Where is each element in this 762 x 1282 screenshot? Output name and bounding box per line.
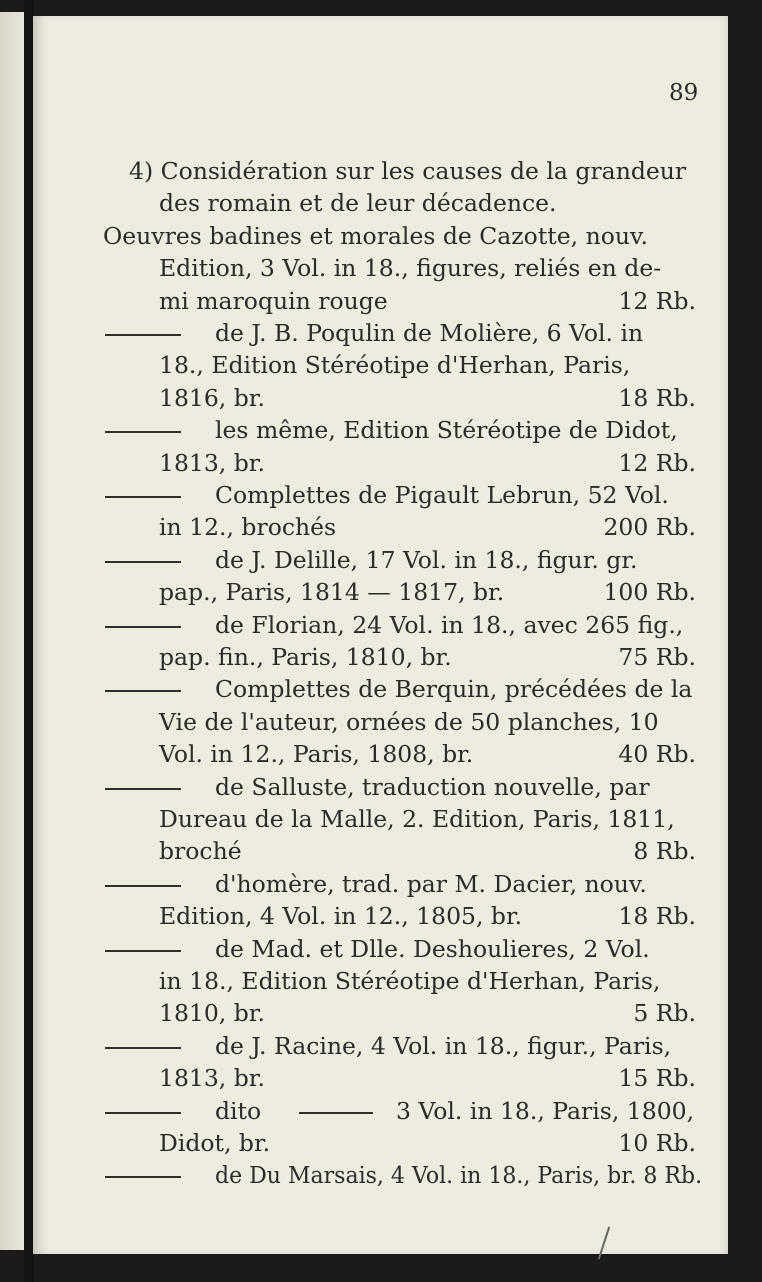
catalog-line	[33, 480, 728, 510]
catalog-line	[33, 188, 728, 218]
ditto-dash	[105, 626, 181, 628]
catalog-line	[33, 1160, 728, 1190]
line-text: dito	[215, 1096, 262, 1125]
catalog-line	[33, 642, 728, 672]
line-text: pap., Paris, 1814 — 1817, br.	[159, 578, 505, 607]
catalog-line	[33, 512, 728, 542]
catalog-line	[33, 610, 728, 640]
catalog-line	[33, 836, 728, 866]
line-text: de Florian, 24 Vol. in 18., avec 265 fig.,	[215, 610, 684, 639]
line-text: de Salluste, traduction nouvelle, par	[215, 772, 650, 801]
catalog-line	[33, 998, 728, 1028]
line-text: in 18., Edition Stéréotipe d'Herhan, Paris,	[159, 967, 661, 995]
line-text: 1813, br.	[159, 1064, 265, 1093]
price: 18 Rb.	[618, 902, 696, 931]
line-text: pap. fin., Paris, 1810, br.	[159, 643, 452, 671]
price: 18 Rb.	[618, 383, 696, 412]
catalog-line	[33, 156, 728, 186]
ditto-dash	[105, 334, 181, 336]
price: 40 Rb.	[618, 740, 696, 769]
ditto-dash	[105, 885, 181, 887]
catalog-line	[33, 1063, 728, 1093]
catalog-line	[33, 804, 728, 834]
line-text: Vol. in 12., Paris, 1808, br.	[159, 740, 474, 769]
line-text: de Mad. et Dlle. Deshoulieres, 2 Vol.	[215, 934, 650, 963]
price: 100 Rb.	[603, 578, 696, 607]
ditto-dash	[105, 561, 181, 563]
book-page	[33, 16, 728, 1254]
ditto-dash	[105, 950, 181, 952]
line-text: des romain et de leur décadence.	[159, 189, 557, 218]
ditto-dash	[105, 690, 181, 692]
line-text: broché	[159, 837, 242, 866]
ditto-dash	[105, 788, 181, 790]
line-text: Edition, 3 Vol. in 18., figures, reliés en de-	[159, 254, 662, 283]
catalog-line	[33, 577, 728, 607]
catalog-line	[33, 350, 728, 380]
line-text: Complettes de Pigault Lebrun, 52 Vol.	[215, 481, 669, 509]
price: 10 Rb.	[618, 1129, 696, 1157]
catalog-line	[33, 934, 728, 964]
catalog-line	[33, 545, 728, 575]
price: 8 Rb.	[633, 837, 696, 866]
price: 5 Rb.	[633, 999, 696, 1028]
pencil-mark	[598, 1227, 610, 1260]
line-tail-text: 3 Vol. in 18., Paris, 1800,	[396, 1096, 695, 1125]
price: 75 Rb.	[618, 643, 696, 671]
catalog-line	[33, 901, 728, 931]
price: 12 Rb.	[618, 286, 696, 315]
catalog-line	[33, 1096, 728, 1126]
line-text: Edition, 4 Vol. in 12., 1805, br.	[159, 902, 523, 931]
line-text: Didot, br.	[159, 1129, 271, 1157]
ditto-dash	[105, 1047, 181, 1049]
line-text: 1810, br.	[159, 999, 265, 1028]
ditto-dash	[105, 1112, 181, 1114]
catalog-line	[33, 221, 728, 251]
catalog-line	[33, 674, 728, 704]
catalog-line	[33, 966, 728, 996]
catalog-line	[33, 707, 728, 737]
catalog-line	[33, 383, 728, 413]
line-text: in 12., brochés	[159, 513, 337, 542]
line-text: de Du Marsais, 4 Vol. in 18., Paris, br. 8 Rb.	[215, 1161, 703, 1190]
page-number: 89	[669, 80, 699, 106]
line-text: mi maroquin rouge	[159, 286, 388, 315]
catalog-line	[33, 253, 728, 283]
catalog-line	[33, 448, 728, 478]
line-text: de J. Racine, 4 Vol. in 18., figur., Paris,	[215, 1031, 672, 1060]
line-text: Vie de l'auteur, ornées de 50 planches, 10	[159, 707, 659, 736]
line-text: de J. Delille, 17 Vol. in 18., figur. gr.	[215, 545, 638, 574]
catalog-line	[33, 318, 728, 348]
line-text: de J. B. Poqulin de Molière, 6 Vol. in	[215, 319, 644, 347]
catalog-line	[33, 772, 728, 802]
catalog-line	[33, 869, 728, 899]
price: 12 Rb.	[618, 448, 696, 477]
adjacent-page-edge	[0, 12, 24, 1250]
line-text: d'homère, trad. par M. Dacier, nouv.	[215, 869, 647, 898]
line-text: 1816, br.	[159, 383, 265, 412]
price: 15 Rb.	[618, 1064, 696, 1093]
catalog-line	[33, 286, 728, 316]
ditto-dash	[105, 496, 181, 498]
line-text: Complettes de Berquin, précédées de la	[215, 675, 693, 704]
line-text: 1813, br.	[159, 448, 265, 477]
ditto-dash	[105, 1176, 181, 1178]
line-text: les même, Edition Stéréotipe de Didot,	[215, 416, 678, 445]
catalog-line	[33, 1031, 728, 1061]
line-text: 18., Edition Stéréotipe d'Herhan, Paris,	[159, 351, 631, 380]
ditto-dash	[105, 431, 181, 433]
price: 200 Rb.	[603, 513, 696, 542]
catalog-line	[33, 415, 728, 445]
catalog-line	[33, 1128, 728, 1158]
ditto-dash	[299, 1112, 373, 1114]
line-text: 4) Considération sur les causes de la grandeur	[129, 157, 687, 185]
catalog-line	[33, 739, 728, 769]
line-text: Oeuvres badines et morales de Cazotte, nouv.	[103, 221, 648, 250]
line-text: Dureau de la Malle, 2. Edition, Paris, 1811,	[159, 805, 675, 833]
